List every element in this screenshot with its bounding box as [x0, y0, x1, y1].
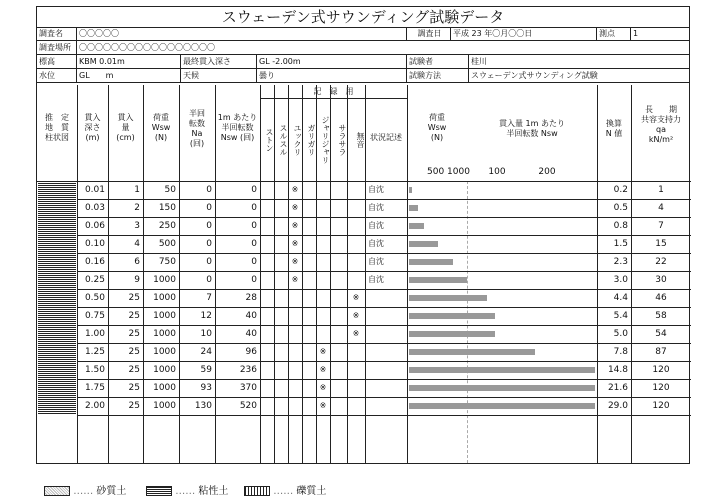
table-row [37, 325, 689, 343]
load-cell: 1000 [153, 329, 176, 339]
nsw-cell: 0 [251, 239, 257, 249]
qa-cell: 120 [652, 401, 670, 411]
penetration-cell: 25 [128, 383, 140, 393]
record-mark: ※ [319, 365, 327, 374]
legend-gravel-label: 礫質土 [296, 486, 327, 497]
half-turn-cell: 59 [200, 365, 212, 375]
legend-sand-label: 砂質土 [96, 486, 127, 497]
sound-header-2: スルスル [279, 124, 288, 156]
n-value-cell: 29.0 [607, 401, 628, 411]
tester-label: 試験者 [407, 55, 469, 68]
n-value-cell: 14.8 [607, 365, 628, 375]
penetration-cell: 25 [128, 293, 140, 303]
survey-name-value: 〇〇〇〇〇 [77, 27, 407, 40]
n-value-column-header: 換算 N 値 [605, 119, 623, 138]
table-row [37, 235, 689, 253]
table-row [37, 307, 689, 325]
data-grid [37, 85, 689, 463]
load-bar [409, 367, 467, 373]
weather-label: 天候 [181, 69, 257, 82]
n-value-cell: 1.5 [613, 239, 628, 249]
record-mark: ※ [291, 257, 299, 266]
status-column-header: 状況記述 [370, 133, 402, 142]
nsw-bar [467, 349, 535, 355]
half-turn-column-header: 半回 転数 Na (回) [189, 109, 205, 148]
depth-cell: 0.50 [84, 293, 105, 303]
record-mark: ※ [291, 203, 299, 212]
sounding-sheet [36, 6, 690, 464]
gravel-swatch-icon [244, 486, 270, 496]
load-bar [409, 295, 467, 301]
depth-cell: 1.25 [84, 347, 105, 357]
nsw-chart-header: 貫入量 1m あたり 半回転数 Nsw [499, 119, 565, 138]
penetration-cell: 25 [128, 329, 140, 339]
nsw-cell: 0 [251, 221, 257, 231]
load-bar [409, 277, 467, 283]
penetration-cell: 25 [128, 401, 140, 411]
record-mark: ※ [352, 311, 360, 320]
qa-cell: 87 [655, 347, 667, 357]
qa-cell: 15 [655, 239, 667, 249]
method-label: 試験方法 [407, 69, 469, 82]
point-label: 測点 [597, 27, 631, 40]
qa-column-header: 長 期 共容支持力 qa kN/m² [641, 105, 681, 144]
survey-place-value: 〇〇〇〇〇〇〇〇〇〇〇〇〇〇〇〇〇 [79, 43, 215, 52]
nsw-cell: 236 [239, 365, 257, 375]
depth-cell: 1.00 [84, 329, 105, 339]
depth-cell: 0.25 [84, 275, 105, 285]
legend-sand: …… 砂質土 [44, 482, 126, 497]
penetration-cell: 25 [128, 347, 140, 357]
table-row [37, 253, 689, 271]
table-row [37, 361, 689, 379]
table-row [37, 289, 689, 307]
load-chart-ticks: 500 1000 [427, 167, 470, 177]
status-cell: 自沈 [368, 221, 384, 230]
load-cell: 1000 [153, 347, 176, 357]
legend-clay-label: 粘性土 [198, 486, 229, 497]
qa-cell: 4 [658, 203, 664, 213]
nsw-cell: 0 [251, 257, 257, 267]
sound-header-4: ガリガリ [307, 124, 316, 156]
half-turn-cell: 0 [206, 221, 212, 231]
nsw-cell: 96 [245, 347, 257, 357]
sound-header-7: 無音 [356, 132, 365, 148]
nsw-bar [467, 313, 495, 319]
table-row [37, 379, 689, 397]
depth-cell: 2.00 [84, 401, 105, 411]
depth-cell: 1.50 [84, 365, 105, 375]
survey-name-label: 調査名 [37, 27, 77, 40]
n-value-cell: 5.4 [613, 311, 628, 321]
penetration-cell: 3 [134, 221, 140, 231]
nsw-cell: 40 [245, 329, 257, 339]
record-mark: ※ [352, 293, 360, 302]
n-value-cell: 0.5 [613, 203, 628, 213]
load-bar [409, 403, 467, 409]
header-row-2 [37, 41, 689, 55]
penetration-cell: 4 [134, 239, 140, 249]
half-turn-cell: 0 [206, 185, 212, 195]
load-bar [409, 187, 412, 193]
qa-cell: 30 [655, 275, 667, 285]
penetration-cell: 25 [128, 311, 140, 321]
load-column-header: 荷重 Wsw (N) [151, 113, 171, 142]
final-depth-value: GL -2.00m [257, 55, 407, 68]
record-mark: ※ [291, 221, 299, 230]
half-turn-cell: 7 [206, 293, 212, 303]
depth-column-header: 貫入 深さ (m) [84, 113, 101, 142]
nsw-cell: 370 [239, 383, 257, 393]
load-cell: 150 [158, 203, 176, 213]
load-cell: 500 [158, 239, 176, 249]
half-turn-cell: 0 [206, 203, 212, 213]
n-value-cell: 3.0 [613, 275, 628, 285]
sand-swatch-icon [44, 486, 70, 496]
record-mark: ※ [291, 239, 299, 248]
nsw-bar [467, 331, 495, 337]
sheet-title: スウェーデン式サウンディング試験データ [37, 7, 689, 28]
half-turn-cell: 12 [200, 311, 212, 321]
nsw-cell: 28 [245, 293, 257, 303]
half-turn-cell: 130 [194, 401, 212, 411]
header-row-3 [37, 55, 689, 69]
qa-cell: 7 [658, 221, 664, 231]
nsw-cell: 0 [251, 275, 257, 285]
half-turn-cell: 0 [206, 257, 212, 267]
n-value-cell: 0.2 [613, 185, 628, 195]
half-turn-cell: 0 [206, 275, 212, 285]
n-value-cell: 0.8 [613, 221, 628, 231]
method-value: スウェーデン式サウンディング試験 [471, 71, 598, 80]
sound-header-6: サラサラ [338, 124, 347, 156]
nsw-tick-100: 100 [488, 167, 506, 177]
status-cell: 自沈 [368, 257, 384, 266]
status-cell: 自沈 [368, 275, 384, 284]
record-mark: ※ [291, 275, 299, 284]
status-cell: 自沈 [368, 239, 384, 248]
depth-cell: 0.03 [84, 203, 105, 213]
soil-column-header: 推 定 地 質 柱状図 [45, 113, 69, 142]
nsw-column-header: 1m あたり 半回転数 Nsw (回) [217, 113, 258, 142]
elevation-label: 標高 [37, 55, 77, 68]
survey-date-label: 調査日 [407, 27, 451, 40]
record-mark: ※ [291, 185, 299, 194]
load-cell: 50 [164, 185, 176, 195]
clay-swatch-icon [146, 486, 172, 496]
record-mark: ※ [319, 401, 327, 410]
penetration-cell: 2 [134, 203, 140, 213]
nsw-bar [467, 367, 595, 373]
nsw-cell: 40 [245, 311, 257, 321]
penetration-cell: 1 [134, 185, 140, 195]
legend-gravel: …… 礫質土 [244, 482, 326, 497]
record-group-header: 記 録 用 [313, 87, 354, 96]
load-cell: 1000 [153, 365, 176, 375]
load-bar [409, 385, 467, 391]
n-value-cell: 7.8 [613, 347, 628, 357]
qa-cell: 120 [652, 365, 670, 375]
water-level-value: GL m [77, 69, 181, 82]
n-value-cell: 21.6 [607, 383, 628, 393]
load-cell: 1000 [153, 293, 176, 303]
depth-cell: 0.16 [84, 257, 105, 267]
survey-place-label: 調査場所 [37, 41, 77, 54]
table-row [37, 199, 689, 217]
qa-cell: 120 [652, 383, 670, 393]
depth-cell: 0.10 [84, 239, 105, 249]
load-bar [409, 349, 467, 355]
nsw-bar [467, 403, 595, 409]
record-mark: ※ [319, 347, 327, 356]
penetration-cell: 25 [128, 365, 140, 375]
half-turn-cell: 93 [200, 383, 212, 393]
qa-cell: 46 [655, 293, 667, 303]
n-value-cell: 2.3 [613, 257, 628, 267]
sound-header-5: ジャリジャリ [321, 116, 330, 164]
record-mark: ※ [319, 383, 327, 392]
load-cell: 1000 [153, 401, 176, 411]
load-bar [409, 313, 467, 319]
load-bar [409, 205, 418, 211]
status-cell: 自沈 [368, 203, 384, 212]
table-row [37, 343, 689, 361]
water-level-label: 水位 [37, 69, 77, 82]
table-row [37, 217, 689, 235]
penetration-cell: 6 [134, 257, 140, 267]
nsw-tick-200: 200 [538, 167, 556, 177]
depth-cell: 0.75 [84, 311, 105, 321]
penetration-cell: 9 [134, 275, 140, 285]
load-bar [409, 223, 424, 229]
table-row [37, 181, 689, 199]
n-value-cell: 5.0 [613, 329, 628, 339]
load-cell: 1000 [153, 383, 176, 393]
qa-cell: 58 [655, 311, 667, 321]
legend-clay: …… 粘性土 [146, 482, 228, 497]
half-turn-cell: 24 [200, 347, 212, 357]
load-cell: 1000 [153, 275, 176, 285]
half-turn-cell: 10 [200, 329, 212, 339]
qa-cell: 22 [655, 257, 667, 267]
load-bar [409, 259, 453, 265]
depth-cell: 0.01 [84, 185, 105, 195]
final-depth-label: 最終貫入深さ [181, 55, 257, 68]
half-turn-cell: 0 [206, 239, 212, 249]
load-cell: 750 [158, 257, 176, 267]
nsw-bar [467, 295, 487, 301]
sound-header-1: ストン [265, 128, 274, 152]
penetration-column-header: 貫入 量 (cm) [116, 113, 135, 142]
status-cell: 自沈 [368, 185, 384, 194]
qa-cell: 54 [655, 329, 667, 339]
tester-value: 桂川 [471, 57, 487, 66]
nsw-bar [467, 385, 595, 391]
load-bar [409, 331, 467, 337]
nsw-cell: 0 [251, 203, 257, 213]
nsw-cell: 520 [239, 401, 257, 411]
nsw-cell: 0 [251, 185, 257, 195]
record-mark: ※ [352, 329, 360, 338]
header-row-1 [37, 27, 689, 41]
depth-cell: 0.06 [84, 221, 105, 231]
header-row-4 [37, 69, 689, 83]
table-row [37, 397, 689, 415]
point-value: 1 [633, 29, 639, 38]
depth-cell: 1.75 [84, 383, 105, 393]
elevation-value: KBM 0.01m [77, 55, 181, 68]
sound-header-3: ユックリ [293, 124, 302, 156]
weather-value: 曇り [257, 69, 407, 82]
n-value-cell: 4.4 [613, 293, 628, 303]
load-cell: 250 [158, 221, 176, 231]
survey-date-value: 平成 23 年〇月〇〇日 [451, 27, 597, 40]
qa-cell: 1 [658, 185, 664, 195]
load-chart-header: 荷重 Wsw (N) [427, 113, 447, 142]
load-cell: 1000 [153, 311, 176, 321]
table-row [37, 271, 689, 289]
load-bar [409, 241, 438, 247]
